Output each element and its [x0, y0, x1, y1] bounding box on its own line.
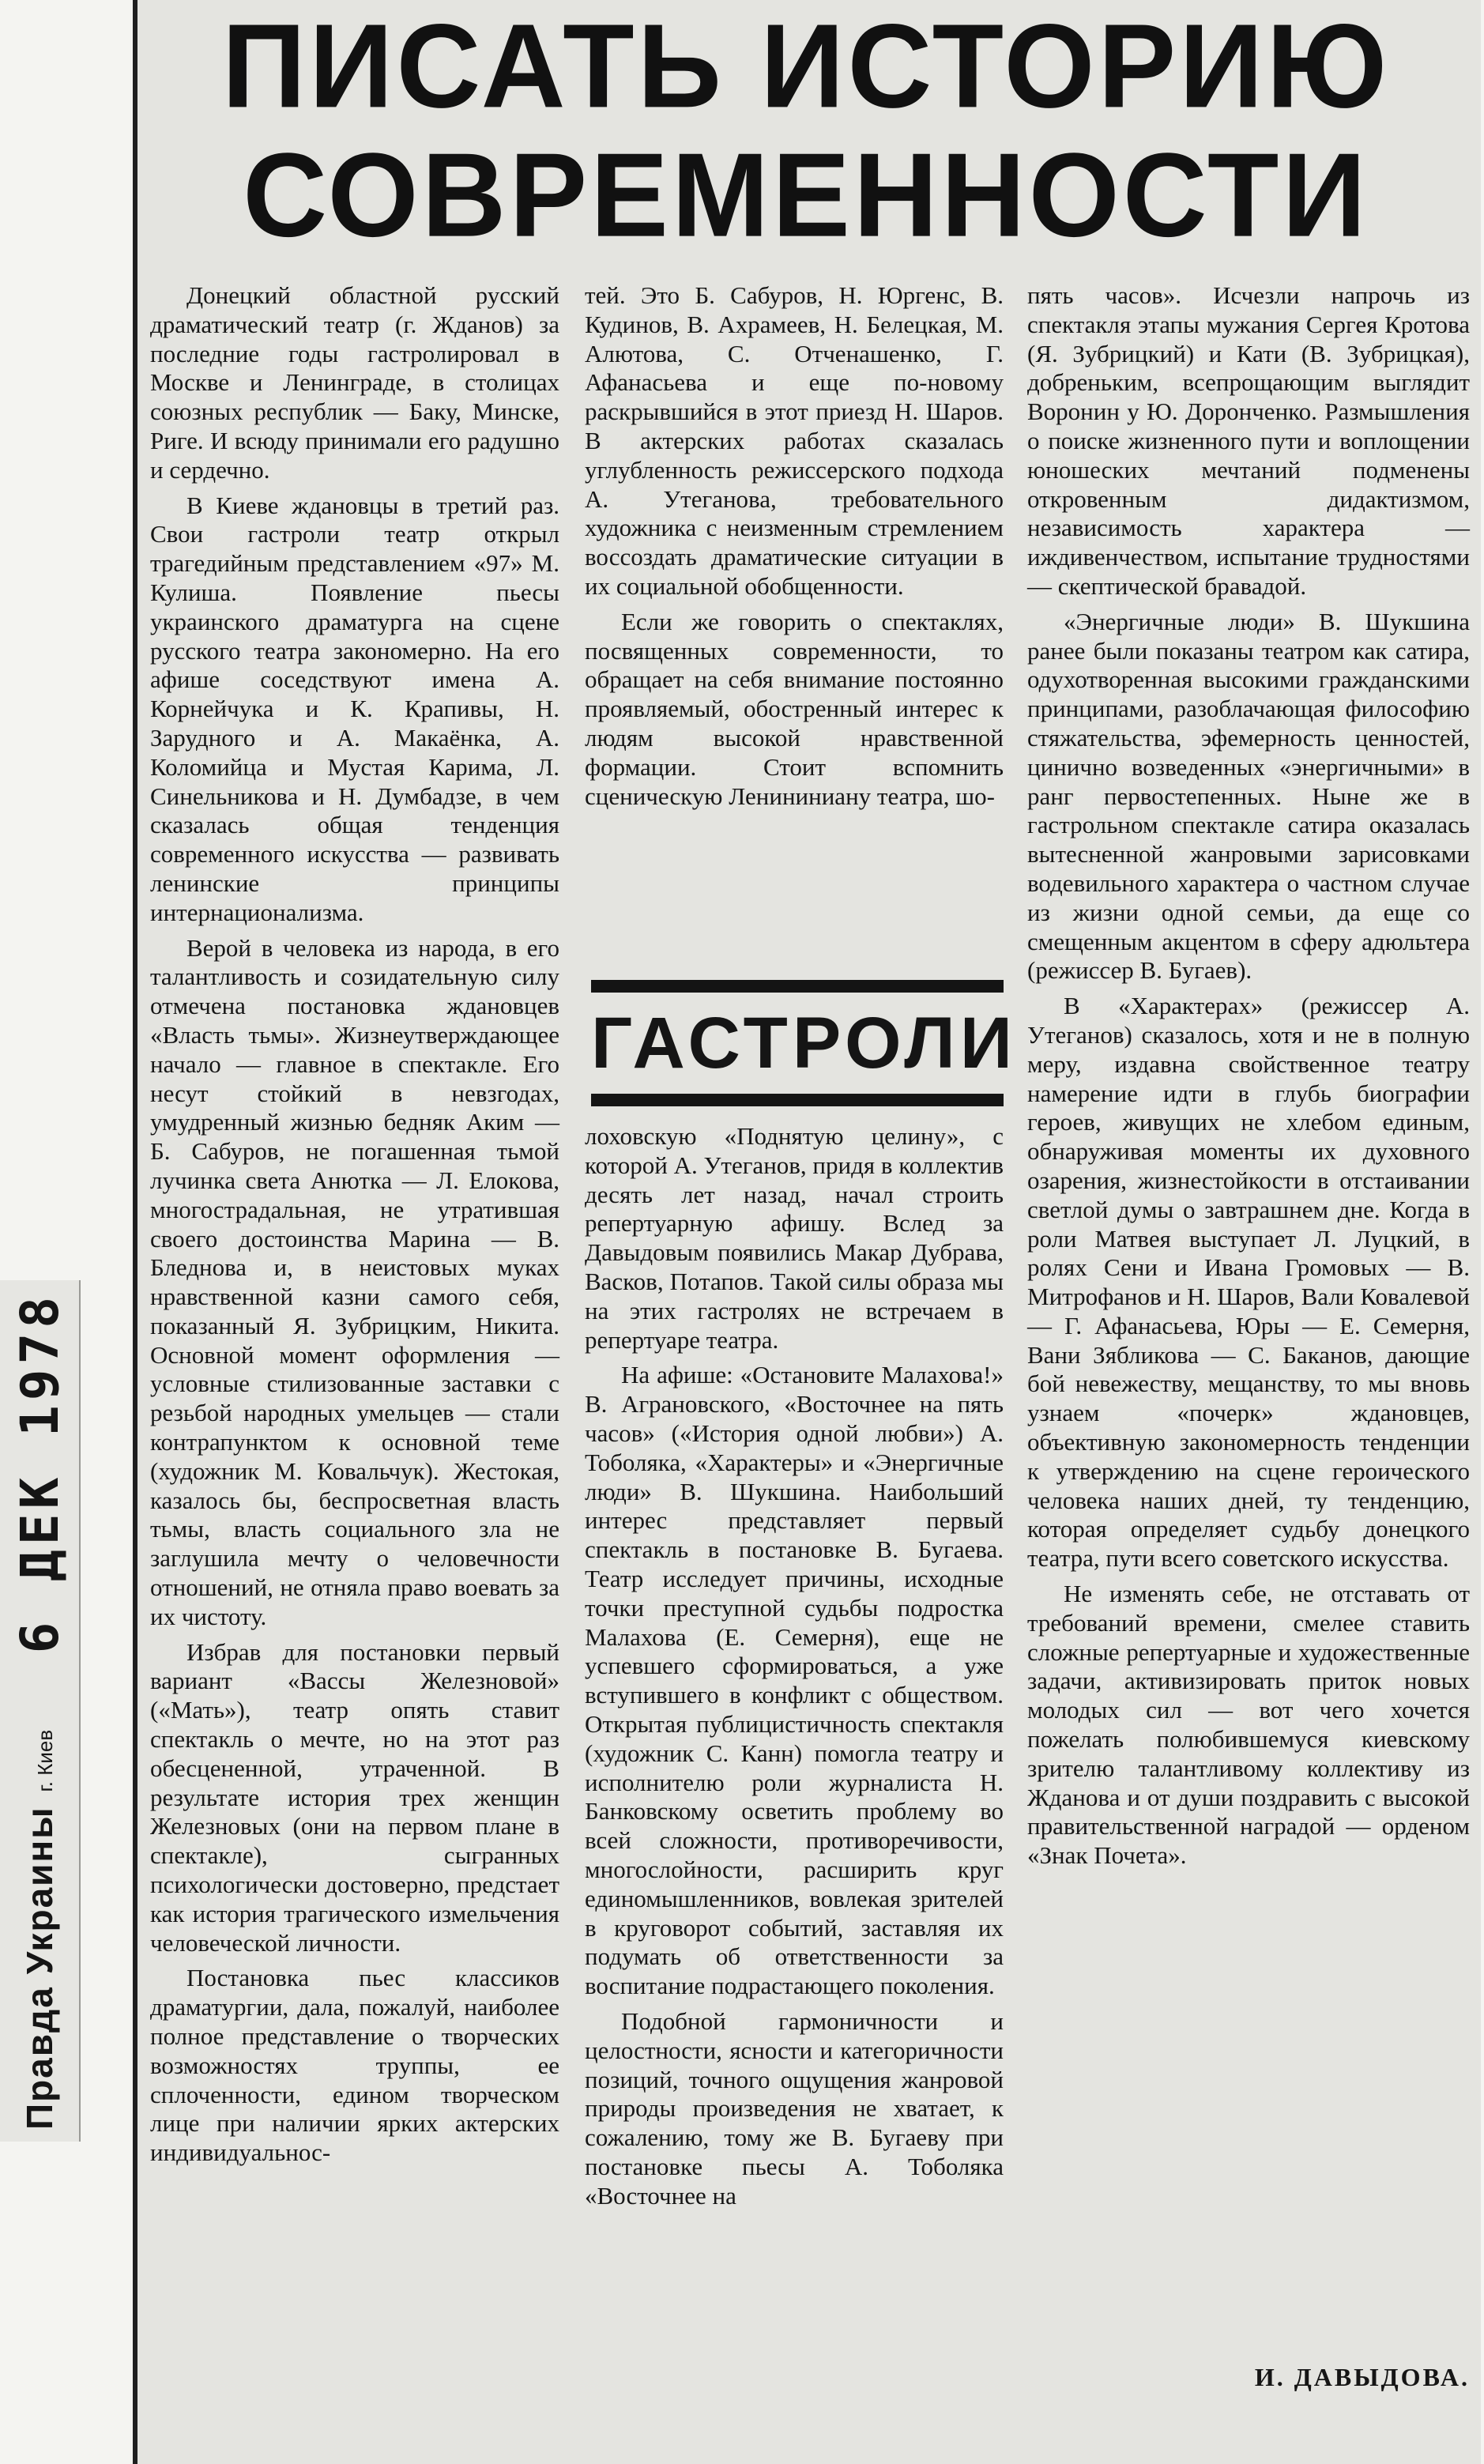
paragraph: Если же говорить о спектаклях, посвященных современности, то обращает на себя внимание постоянно проявляемый, обостренный интерес к людям высокой нравственной формации. Стоит вспомнить сценическую Ленининиану театра, шо- — [585, 607, 1004, 810]
paragraph: Подобной гармоничности и целостности, ясности и категоричности позиций, точного ощущения жанровой природы произведения не хватает, к сожалению, тому же В. Бугаеву при постановке пьесы А. Тоболяка «Восточнее на — [585, 2006, 1004, 2210]
rubric-title: ГАСТРОЛИ — [591, 1003, 1017, 1083]
paragraph: В Киеве ждановцы в третий раз. Свои гастроли театр открыл трагедийным представлением «97» М. Кулиша. Появление пьесы украинского драматурга на сцене русского театра закономерно. На его афише соседствуют имена А. Корнейчука и К. Крапивы, Н. Зарудного и А. Макаёнка, А. Коломийца и Мустая Карима, Л. Синельникова и Н. Думбадзе, в чем сказалась общая тенденция современного искусства — развивать ленинские принципы интернационализма. — [150, 491, 559, 926]
rubric-banner — [591, 980, 1017, 1106]
paragraph: Избрав для постановки первый вариант «Вассы Железновой» («Мать»), театр опять ставит спектакль о мечте, но на этот раз обесцененной, утраченной. В результате история трех женщин Железновых (они на первом плане в спектакле), сыгранных психологически достоверно, предстает как история трагического измельчения человеческой личности. — [150, 1637, 559, 1957]
rubric-rule-bottom — [591, 1094, 1004, 1106]
archive-stamp-text — [4, 1292, 75, 2130]
paragraph: «Энергичные люди» В. Шукшина ранее были показаны театром как сатира, одухотворенная высокими гражданскими принципами, разоблачающая философию стяжательства, эфемерность ценностей, цинично возведенных «энергичными» в ранг первостепенных. Ныне же в гастрольном спектакле сатира оказалась вытесненной жанровыми зарисовками водевильного характера о частном случае из жизни одной семьи, да еще со смещенным акцентом в сферу адюльтера (режиссер В. Бугаев). — [1027, 607, 1470, 985]
rubric-rule-top — [591, 980, 1004, 993]
newspaper-name: Правда Украины — [19, 1806, 60, 2130]
paragraph: На афише: «Остановите Малахова!» В. Аграновского, «Восточнее на пять часов» («История одной любви») А. Тоболяка, «Характеры» и «Энергичные люди» В. Шукшина. Наибольший интерес представляет первый спектакль в постановке В. Бугаева. Театр исследует причины, исходные точки преступной судьбы подростка Малахова (Е. Семерня), еще не успевшего сформироваться, а уже вступившего в конфликт с обществом. Открытая публицистичность спектакля (художник С. Канн) помогла театру и исполнителю роли журналиста Н. Банковскому осветить проблему во всей сложности, противоречивости, многослойности, расширить круг единомышленников, вовлекая зрителей в круговорот событий, заставляя их подумать об ответственности за воспитание подрастающего поколения. — [585, 1361, 1004, 2000]
author-signature: И. ДАВЫДОВА. — [1254, 2363, 1470, 2391]
archive-stamp — [0, 1280, 81, 2142]
article-column-3 — [1027, 281, 1470, 1877]
stamp-date: 6 ДЕК 1978 — [9, 1292, 70, 1654]
paragraph: лоховскую «Поднятую целину», с которой А. Утеганов, придя в коллектив десять лет назад, начал строить репертуарную афишу. Вслед за Давыдовым появились Макар Дубрава, Васков, Потапов. Такой силы образа мы на этих гастролях не встречаем в репертуаре театра. — [585, 1122, 1004, 1354]
article-column-2-bottom — [585, 1122, 1004, 2217]
newspaper-city: г. Киев — [33, 1729, 57, 1792]
paragraph: Донецкий областной русский драматический театр (г. Жданов) за последние годы гастролировал в Москве и Ленинграде, в столицах союзных республик — Баку, Минске, Риге. И всюду принимали его радушно и сердечно. — [150, 281, 559, 484]
article-column-1 — [150, 281, 559, 2174]
paragraph: пять часов». Исчезли напрочь из спектакля этапы мужания Сергея Кротова (Я. Зубрицкий) и Кати (В. Зубрицкая), добреньким, всепрощающим выглядит Воронин у Ю. Доронченко. Размышления о поиске жизненного пути и воплощении юношеских мечтаний подменены откровенным дидактизмом, независимость характера — иждивенчеством, испытание трудностями — скептической бравадой. — [1027, 281, 1470, 600]
paragraph: Не изменять себе, не отставать от требований времени, смелее ставить сложные репертуарные и художественные задачи, активизировать приток новых молодых сил — вот чего хочется пожелать полюбившемуся киевскому зрителю талантливому коллективу из Жданова и от души поздравить с высокой правительственной наградой — орденом «Знак Почета». — [1027, 1580, 1470, 1870]
paragraph: Постановка пьес классиков драматургии, дала, пожалуй, наиболее полное представление о творческих возможностях труппы, ее сплоченности, едином творческом лице при наличии ярких актерских индивидуальнос- — [150, 1964, 559, 2167]
paragraph: тей. Это Б. Сабуров, Н. Юргенс, В. Кудинов, В. Ахрамеев, Н. Белецкая, М. Алютова, С. Отченашенко, Г. Афанасьева и еще по-новому раскрывшийся в этот приезд Н. Шаров. В актерских работах сказалась углубленность режиссерского подхода А. Утеганова, требовательного художника с неизменным стремлением воссоздать драматические ситуации в их социальной обобщенности. — [585, 281, 1004, 600]
article-column-2-top — [585, 281, 1004, 817]
paragraph: Верой в человека из народа, в его талантливость и созидательную силу отмечена постановка ждановцев «Власть тьмы». Жизнеутверждающее начало — главное в спектакле. Его несут стойкий в невзгодах, умудренный жизнью бедняк Аким — Б. Сабуров, не погашенная тьмой лучинка света Анютка — Л. Елокова, многострадальная, не утратившая своего достоинства Марина — В. Бледнова и, в неистовых муках нравственной казни самого себя, показанный Я. Зубрицким, Никита. Основной момент оформления — условные стилизованные заставки с резьбой народных умельцев — стали контрапунктом к основной теме (художник М. Ковальчук). Жестокая, казалось бы, беспросветная власть тьмы, власть социального зла не заглушила мечту о человечности отношений, не отняла право воевать за их чистоту. — [150, 933, 559, 1630]
paragraph: В «Характерах» (режиссер А. Утеганов) сказалось, хотя и не в полную меру, издавна свойственное театру намерение идти в глубь биографии героев, живущих не хлебом единым, обнаруживая моменты их духовного озарения, жизнестойкости в отстаивании светлой думы о завтрашнем дне. Когда в роли Матвея выступает Л. Луцкий, в ролях Сени и Ивана Громовых — В. Митрофанов и Н. Шаров, Вали Ковалевой — Г. Афанасьева, Юры — Е. Семерня, Вани Зябликова — С. Баканов, дающие бой невежеству, мещанству, то мы вновь узнаем «почерк» ждановцев, объективную закономерность тенденции к утверждению на сцене героического человека наших дней, ту тенденцию, которая определяет судьбу донецкого театра, пути всего советского искусства. — [1027, 992, 1470, 1573]
article-headline: ПИСАТЬ ИСТОРИЮ СОВРЕМЕННОСТИ — [221, 0, 1391, 262]
